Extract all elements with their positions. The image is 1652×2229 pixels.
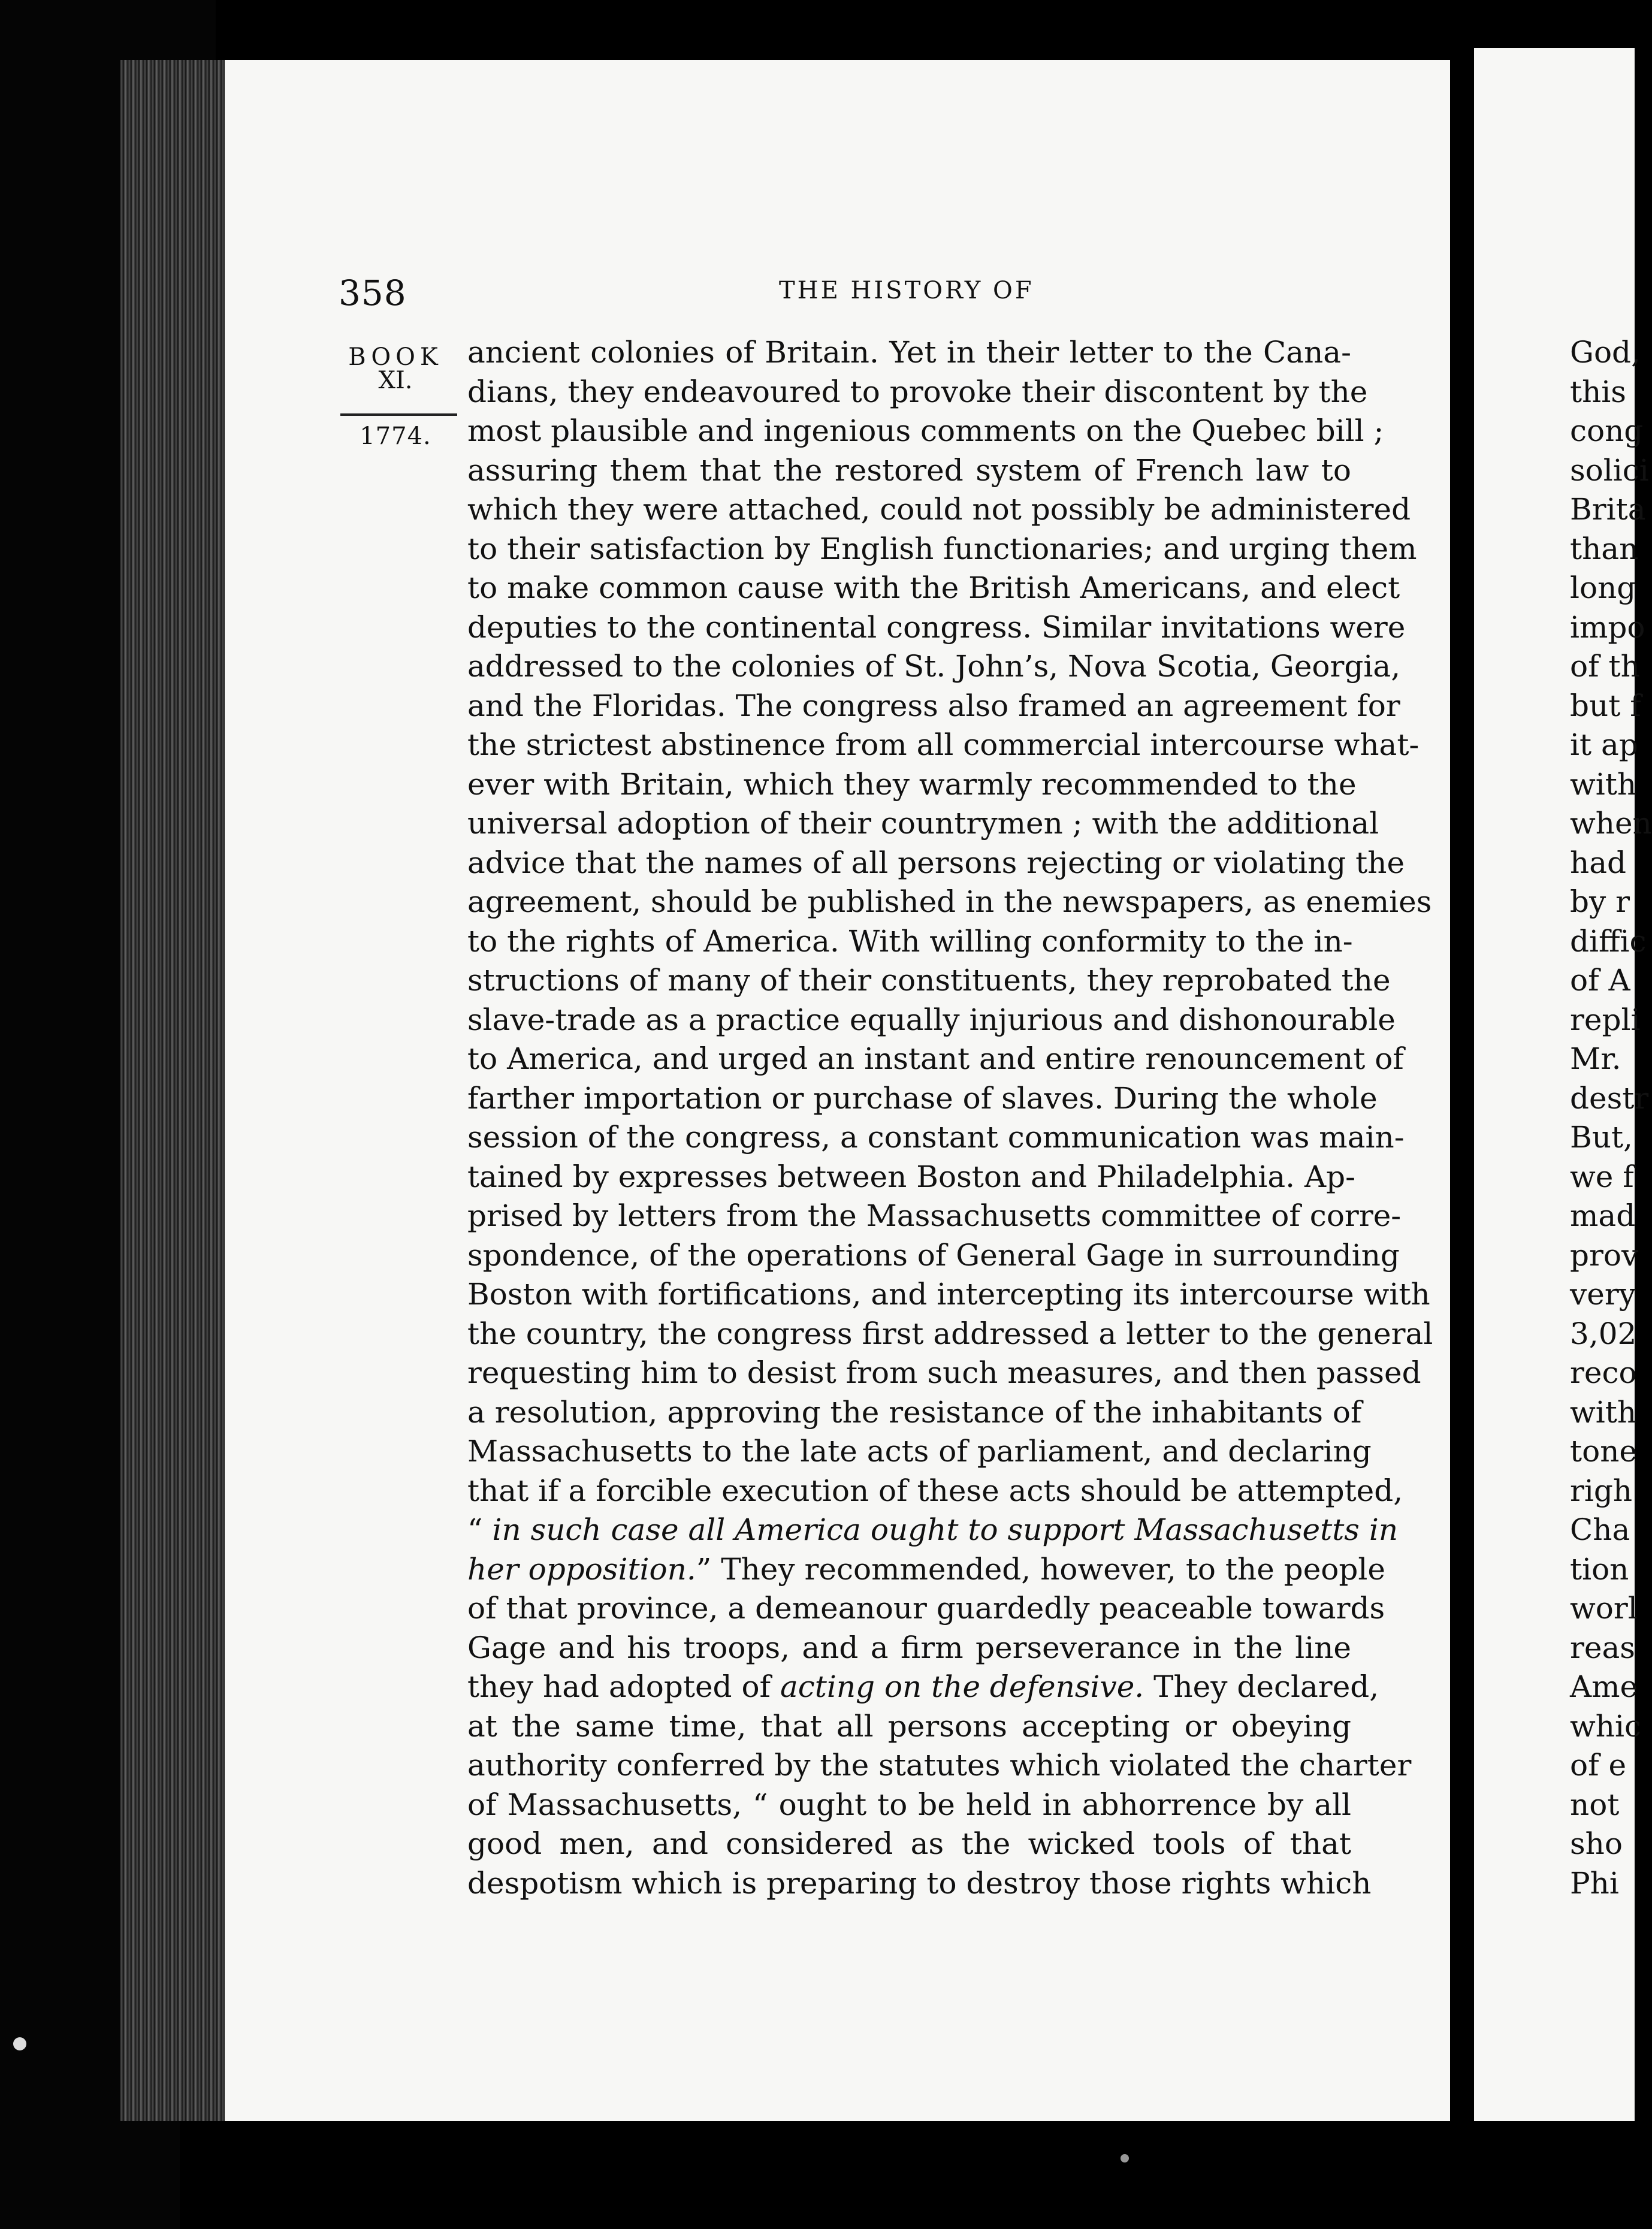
text-segment: at the same time, that all persons accepting or obeying [467,1708,1351,1744]
text-line [467,961,1391,1001]
text-line [467,1589,1385,1629]
right-page-fragment: of th [1570,649,1640,684]
text-segment: of Massachusetts, “ ought to be held in abhorrence by all [467,1787,1351,1822]
text-line [467,922,1351,962]
right-page-fragment: Mr. [1570,1041,1621,1076]
text-segment: Boston with fortifications, and intercepting its intercourse with [467,1277,1430,1312]
text-segment: that if a forcible execution of these acts should be attempted, [467,1473,1403,1508]
text-line [467,1629,1351,1668]
right-page-fragment: but f [1570,688,1641,723]
text-segment: Gage and his troops, and a firm perseverance in the line [467,1630,1351,1665]
text-segment: they had adopted of [467,1669,780,1704]
text-line [467,333,1351,373]
text-segment: despotism which is preparing to destroy those rights which [467,1865,1372,1901]
text-line [467,1315,1433,1354]
right-page-fragment: very [1570,1277,1636,1312]
text-segment: and the Floridas. The congress also framed an agreement for [467,688,1400,723]
page-edges [120,60,228,2121]
text-segment: to America, and urged an instant and entire renouncement of [467,1041,1404,1076]
text-line [467,687,1400,726]
text-segment: structions of many of their constituents, they reprobated the [467,963,1391,998]
right-page-fragment: we f [1570,1159,1634,1194]
text-segment: slave-trade as a practice equally injurious and dishonourable [467,1002,1396,1037]
text-line [467,1707,1351,1747]
right-page-fragment: of A [1570,963,1630,998]
bottom-shadow [180,2121,1636,2229]
speck [1121,2154,1129,2162]
right-page-fragment: tion [1570,1551,1629,1587]
text-segment: most plausible and ingenious comments on the Quebec bill ; [467,413,1384,448]
text-line [467,1236,1400,1276]
text-segment: her opposition. [467,1551,696,1587]
text-segment: Massachusetts to the late acts of parliament, and declaring [467,1434,1372,1469]
right-page-fragment: Cha [1570,1512,1630,1547]
body-text [467,333,1433,1903]
right-page-fragment: with [1570,1394,1637,1430]
text-line [467,844,1405,883]
text-segment: advice that the names of all persons rejecting or violating the [467,845,1405,880]
text-segment: They declared, [1144,1669,1379,1704]
text-line [467,1432,1372,1472]
text-segment: ancient colonies of Britain. Yet in their letter to the Cana- [467,335,1351,370]
text-segment: farther importation or purchase of slaves. During the whole [467,1080,1378,1116]
page-number: 358 [339,273,407,313]
text-line [467,1118,1405,1158]
text-line [467,1158,1355,1197]
text-line [467,765,1357,805]
text-segment: prised by letters from the Massachusetts committee of corre- [467,1198,1402,1233]
right-page-fragment: cong [1570,413,1644,448]
right-page-fragment: Brita [1570,492,1646,527]
margin-year: 1774. [360,422,431,450]
text-segment: addressed to the colonies of St. John’s, Nova Scotia, Georgia, [467,649,1401,684]
text-line [467,1668,1379,1707]
text-line [467,1079,1378,1119]
text-segment: session of the congress, a constant communication was main- [467,1120,1405,1155]
text-segment: ever with Britain, which they warmly recommended to the [467,766,1357,802]
margin-book-label: BOOK [348,343,443,371]
text-segment: tained by expresses between Boston and Philadelphia. Ap- [467,1159,1355,1194]
text-segment: the country, the congress first addressed a letter to the general [467,1316,1433,1351]
text-segment: universal adoption of their countrymen ; with the additional [467,806,1379,841]
right-page-fragment: reas [1570,1630,1635,1665]
right-page-fragment: sho [1570,1826,1623,1861]
text-line [467,1040,1404,1079]
text-segment: good men, and considered as the wicked tools of that [467,1826,1351,1861]
text-segment: “ [467,1512,493,1547]
text-segment: acting on the defensive. [780,1669,1144,1704]
text-segment: ” They recommended, however, to the people [696,1551,1385,1587]
text-line [467,804,1379,844]
right-page-text [1570,333,1652,1903]
text-line [467,608,1406,648]
text-segment: to make common cause with the British Americans, and elect [467,570,1400,605]
text-line [467,1550,1385,1590]
text-line [467,647,1401,687]
right-page-fragment: God, [1570,335,1641,370]
text-segment: to their satisfaction by English functionaries; and urging them [467,531,1417,566]
text-line [467,1001,1396,1040]
running-title: THE HISTORY OF [779,277,1034,304]
right-page-fragment: diffic [1570,923,1647,959]
text-line [467,490,1411,530]
right-page-fragment: righ [1570,1473,1633,1508]
speck [13,2037,26,2050]
text-line [467,726,1420,765]
right-page-fragment: with [1570,766,1637,802]
text-line [467,1354,1421,1393]
text-segment: requesting him to desist from such measures, and then passed [467,1355,1421,1390]
text-segment: in such case all America ought to support Massachusetts in [492,1512,1399,1547]
right-page-fragment: prov [1570,1237,1639,1273]
text-line [467,1511,1399,1550]
right-page-fragment: impo [1570,609,1645,645]
text-line [467,1197,1402,1236]
right-page-fragment: not [1570,1787,1620,1822]
text-line [467,1786,1351,1825]
right-page-fragment: worl [1570,1591,1638,1626]
text-line [467,412,1384,451]
right-page-fragment: this [1570,374,1626,409]
text-segment: dians, they endeavoured to provoke their discontent by the [467,374,1368,409]
right-page-fragment: mad [1570,1198,1636,1233]
right-page-fragment: 3,02 [1570,1316,1637,1351]
text-segment: authority conferred by the statutes which violated the charter [467,1748,1412,1783]
text-line [467,1746,1412,1786]
text-line [467,569,1400,608]
right-page-fragment: reco [1570,1355,1637,1390]
text-line [467,1825,1351,1864]
text-segment: a resolution, approving the resistance of the inhabitants of [467,1394,1362,1430]
text-segment: the strictest abstinence from all commercial intercourse what- [467,727,1420,762]
text-segment: deputies to the continental congress. Similar invitations were [467,609,1406,645]
text-segment: agreement, should be published in the newspapers, as enemies [467,884,1432,919]
right-page-fragment: destr [1570,1080,1649,1116]
right-page-fragment: repli [1570,1002,1641,1037]
right-page-fragment: Ame [1570,1669,1638,1704]
text-segment: to the rights of America. With willing conformity to the in- [467,923,1353,959]
margin-rule [340,413,457,416]
right-page-fragment: of e [1570,1748,1627,1783]
right-page-fragment: Phi [1570,1865,1619,1901]
right-page-fragment: by r [1570,884,1630,919]
text-line [467,451,1351,491]
text-line [467,373,1368,412]
text-line [467,530,1417,569]
right-page-fragment: solici [1570,452,1649,488]
text-line [467,1864,1372,1904]
text-line [467,883,1432,922]
right-page-fragment: whic [1570,1708,1641,1744]
right-page-fragment: when [1570,806,1652,841]
text-line [467,1275,1430,1315]
text-segment: which they were attached, could not possibly be administered [467,492,1411,527]
text-line [467,1472,1403,1511]
right-page-fragment: tone [1570,1434,1637,1469]
text-segment: spondence, of the operations of General Gage in surrounding [467,1237,1400,1273]
right-page-fragment: it ap [1570,727,1638,762]
right-page-fragment: had [1570,845,1627,880]
text-segment: assuring them that the restored system of French law to [467,452,1351,488]
right-page-fragment: than [1570,531,1639,566]
right-page-fragment: long [1570,570,1636,605]
text-segment: of that province, a demeanour guardedly peaceable towards [467,1591,1385,1626]
margin-book-number: XI. [378,367,413,394]
book-gutter [1450,48,1474,2229]
right-page-fragment: But, [1570,1120,1633,1155]
text-line [467,1393,1362,1433]
